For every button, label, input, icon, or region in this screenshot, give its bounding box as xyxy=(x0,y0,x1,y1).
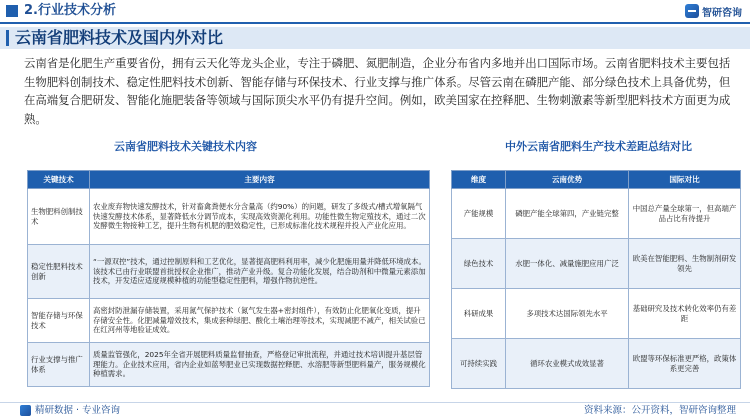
page-title: 云南省肥料技术及国内外对比 xyxy=(15,28,224,47)
tech-name-cell: 稳定性肥料技术创新 xyxy=(28,245,90,299)
brand-logo-icon xyxy=(685,4,699,18)
intro-paragraph: 云南省是化肥生产重要省份，拥有云天化等龙头企业，专注于磷肥、氮肥制造，企业分布省内多地并出口国际市场。云南省肥料技术主要包括生物肥料创制技术、稳定性肥料技术创新、智能存储与环保技术、行业支撑与推广体系。尽管云南在磷肥产能、部分绿色技术上具备优势，但在高端复合肥研发、智能化施肥装备等领域与国际顶尖水平仍有提升空间。例如，欧美国家在控释肥、生物刺激素等新型肥料技术方面更为成熟。 xyxy=(24,56,731,126)
tech-content-cell: 农业废弃物快速发酵技术，针对畜禽粪便水分含量高（约90%）的问题，研发了多级式/槽式增氧隔气快速发酵技术体系，显著降低水分调节成本，实现高效资源化利用。功能性微生物定殖技术，通过二次发酵微生物接种工艺，提升生物有机肥的肥效稳定性，已形成标准化技术规程并投入产业化应用。 xyxy=(90,189,430,245)
tech-content-cell: 质量监管强化，2025年全省开展肥料质量监督抽查，严格登记审批流程，并通过技术培训提升基层管理能力。企业技术应用，省内企业如蓝琴肥业已实现数据控释肥、水溶肥等新型肥料量产，服务规模化种植需求。 xyxy=(90,343,430,387)
left-table-title: 云南省肥料技术关键技术内容 xyxy=(114,140,257,153)
international-cell: 中国总产量全球第一，但高端产品占比有待提升 xyxy=(629,189,741,239)
yunnan-advantage-cell: 水肥一体化、减量施肥应用广泛 xyxy=(506,239,629,289)
top-bar xyxy=(0,0,750,22)
comparison-table xyxy=(451,170,741,389)
footer-left xyxy=(20,404,120,417)
international-cell: 欧盟等环保标准更严格，政策体系更完善 xyxy=(629,339,741,389)
key-technology-table xyxy=(27,170,430,387)
section-heading: 2.行业技术分析 xyxy=(24,3,116,18)
brand xyxy=(685,2,742,20)
table-row xyxy=(28,245,430,299)
right-table-title: 中外云南省肥料生产技术差距总结对比 xyxy=(505,140,692,153)
dimension-cell: 绿色技术 xyxy=(452,239,506,289)
tech-content-cell: 高密封防泄漏存储装置，采用氮气保护技术（氮气发生器+密封组件），有效防止化肥氧化变质，提升存储安全性。化肥减量增效技术，集成套种绿肥、酸化土壤治理等技术，实现减肥不减产，相关试验已在红河州等地验证成效。 xyxy=(90,299,430,343)
international-cell: 基础研究及技术转化效率仍有差距 xyxy=(629,289,741,339)
table-row xyxy=(452,189,741,239)
yunnan-advantage-cell: 循环农业模式成效显著 xyxy=(506,339,629,389)
dimension-cell: 产能规模 xyxy=(452,189,506,239)
column-header: 维度 xyxy=(452,171,506,189)
tech-name-cell: 行业支撑与推广体系 xyxy=(28,343,90,387)
footer-divider xyxy=(0,402,750,403)
column-header: 国际对比 xyxy=(629,171,741,189)
yunnan-advantage-cell: 磷肥产能全球第四，产业链完整 xyxy=(506,189,629,239)
title-accent xyxy=(6,30,9,46)
tech-content-cell: “一源双控”技术，通过控制原料和工艺优化，显著提高肥料利用率，减少化肥施用量并降低环境成本。该技术已由行业联盟首批授权企业推广，推动产业升级。复合功能化发展，结合助剂和中微量元素添加技术，开发适应适度规模种植的功能型稳定性肥料，增强作物抗逆性。 xyxy=(90,245,430,299)
table-row xyxy=(452,239,741,289)
source-note: 资料来源：公开资料，智研咨询整理 xyxy=(583,405,736,416)
top-divider xyxy=(0,22,750,24)
column-header: 关键技术 xyxy=(28,171,90,189)
table-row xyxy=(452,289,741,339)
brand-name: 智研咨询 xyxy=(702,7,742,19)
international-cell: 欧美在智能肥料、生物制剂研发领先 xyxy=(629,239,741,289)
dimension-cell: 科研成果 xyxy=(452,289,506,339)
tech-name-cell: 生物肥料创制技术 xyxy=(28,189,90,245)
section-square-icon xyxy=(6,5,18,17)
column-header: 主要内容 xyxy=(90,171,430,189)
table-row xyxy=(28,189,430,245)
table-row xyxy=(28,299,430,343)
dimension-cell: 可持续实践 xyxy=(452,339,506,389)
title-bar xyxy=(0,27,750,49)
yunnan-advantage-cell: 多项技术达国际领先水平 xyxy=(506,289,629,339)
footer-logo-icon xyxy=(20,405,31,416)
table-row xyxy=(28,343,430,387)
column-header: 云南优势 xyxy=(506,171,629,189)
table-header-row xyxy=(28,171,430,189)
table-row xyxy=(452,339,741,389)
footer-slogan: 精研数据 · 专业咨询 xyxy=(35,405,121,416)
table-header-row xyxy=(452,171,741,189)
tech-name-cell: 智能存储与环保技术 xyxy=(28,299,90,343)
